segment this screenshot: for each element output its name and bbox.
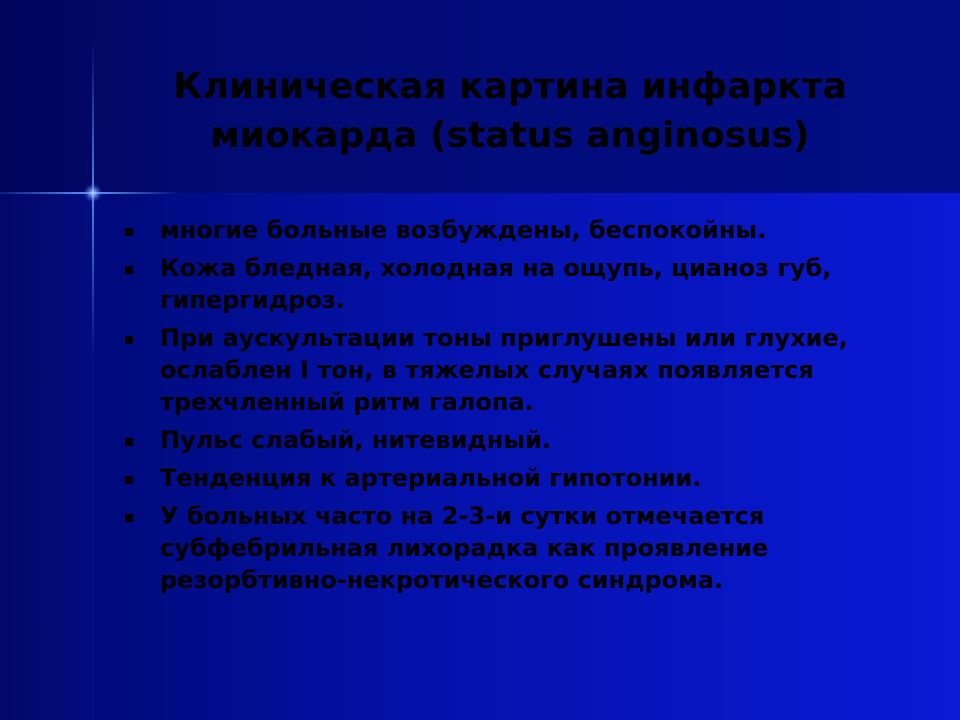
bullet-text: При аускультации тоны приглушены или глухие, ослаблен I тон, в тяжелых случаях появляется трехчленный ритм галопа. [160, 324, 848, 416]
bullet-item [120, 500, 920, 596]
bullet-item [120, 252, 920, 316]
square-bullet-icon [125, 228, 133, 236]
bullet-item [120, 462, 920, 494]
slide-title-line-1: Клиническая картина инфаркта [173, 66, 847, 107]
square-bullet-icon [125, 476, 133, 484]
bullet-item [120, 322, 920, 418]
bullet-text: Тенденция к артериальной гипотонии. [160, 464, 702, 492]
square-bullet-icon [125, 438, 133, 446]
bullet-item [120, 424, 920, 456]
slide-title-line-2: миокарда (status anginosus) [210, 115, 810, 156]
light-flare [84, 184, 102, 202]
square-bullet-icon [125, 266, 133, 274]
bullet-text: У больных часто на 2-3-и сутки отмечается субфебрильная лихорадка как проявление резорбтивно-некротического синдрома. [160, 502, 769, 594]
bullet-text: многие больные возбуждены, беспокойны. [160, 216, 767, 244]
square-bullet-icon [125, 514, 133, 522]
bullet-text: Кожа бледная, холодная на ощупь, цианоз губ, гипергидроз. [160, 254, 832, 314]
bullet-item [120, 214, 920, 246]
slide-title [100, 62, 920, 160]
square-bullet-icon [125, 336, 133, 344]
bullet-text: Пульс слабый, нитевидный. [160, 426, 552, 454]
left-band [0, 193, 95, 720]
bullet-list [120, 214, 920, 602]
